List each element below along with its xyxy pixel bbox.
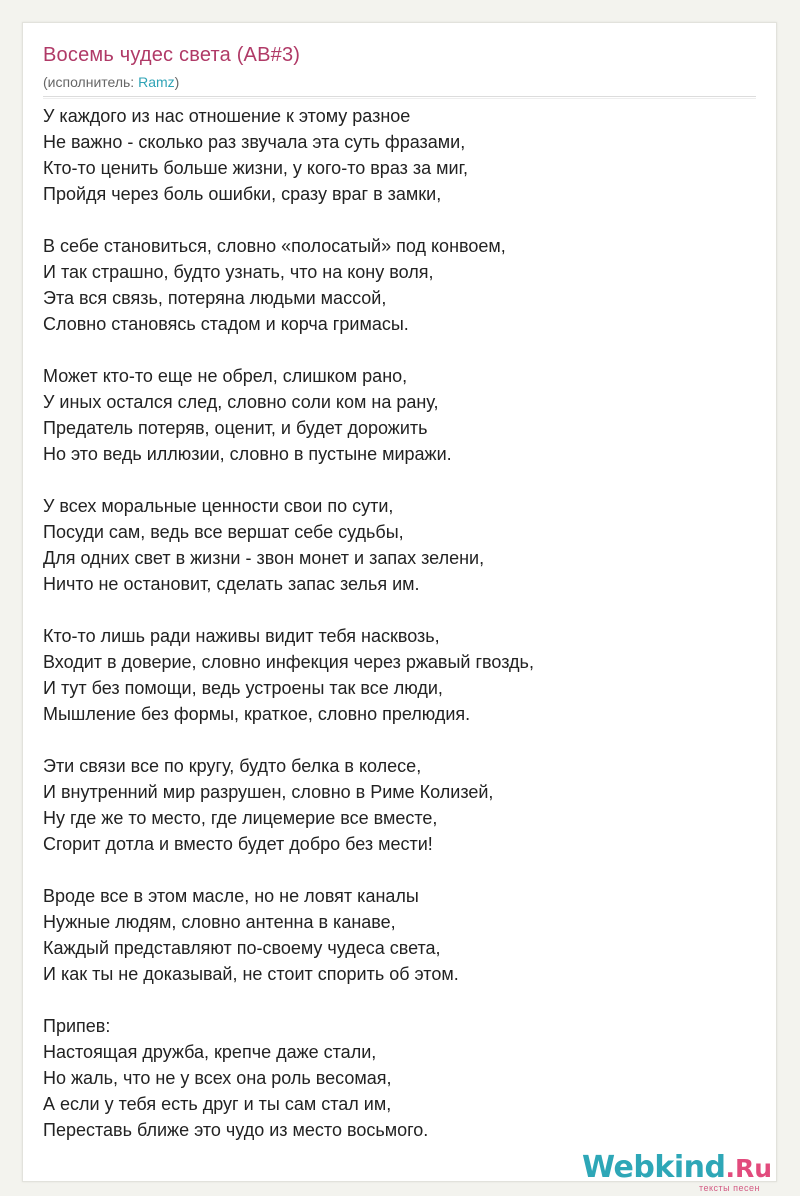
lyrics-line: Нужные людям, словно антенна в канаве, (43, 912, 396, 932)
lyrics-stanza (43, 363, 763, 467)
lyrics-stanza (43, 753, 763, 857)
lyrics-line: Ничто не остановит, сделать запас зелья им. (43, 574, 420, 594)
song-title: Восемь чудес света (AB#3) (43, 44, 301, 66)
lyrics-line: Посуди сам, ведь все вершат себе судьбы, (43, 522, 404, 542)
lyrics-line: Ну где же то место, где лицемерие все вместе, (43, 808, 438, 828)
lyrics-line: Каждый представляют по-своему чудеса света, (43, 938, 441, 958)
lyrics-line: Настоящая дружба, крепче даже стали, (43, 1042, 377, 1062)
lyrics-line: Переставь ближе это чудо из место восьмого. (43, 1120, 429, 1140)
lyrics-line: Сгорит дотла и вместо будет добро без мести! (43, 834, 433, 854)
artist-suffix: ) (174, 74, 180, 90)
brand-tld: .Ru (725, 1154, 772, 1183)
lyrics-line: И как ты не доказывай, не стоит спорить об этом. (43, 964, 459, 984)
lyrics-line: У каждого из нас отношение к этому разное (43, 106, 411, 126)
lyrics-line: Кто-то ценить больше жизни, у кого-то враз за миг, (43, 158, 468, 178)
lyrics-line: Входит в доверие, словно инфекция через ржавый гвоздь, (43, 652, 534, 672)
lyrics-stanza (43, 1013, 763, 1143)
lyrics-line: И тут без помощи, ведь устроены так все люди, (43, 678, 443, 698)
lyrics-line: Вроде все в этом масле, но не ловят каналы (43, 886, 419, 906)
lyrics-line: Словно становясь стадом и корча гримасы. (43, 314, 409, 334)
lyrics-stanza (43, 233, 763, 337)
lyrics-stanza (43, 883, 763, 987)
lyrics-stanza (43, 493, 763, 597)
artist-line (43, 74, 179, 90)
lyrics-line: У иных остался след, словно соли ком на рану, (43, 392, 439, 412)
brand-name: Webkind (582, 1150, 726, 1185)
lyrics-line: В себе становиться, словно «полосатый» под конвоем, (43, 236, 506, 256)
lyrics-line: Кто-то лишь ради наживы видит тебя насквозь, (43, 626, 440, 646)
lyrics-line: Мышление без формы, краткое, словно прелюдия. (43, 704, 471, 724)
brand-logo[interactable] (582, 1150, 772, 1185)
lyrics-body (43, 103, 763, 1169)
lyrics-line: Эти связи все по кругу, будто белка в колесе, (43, 756, 422, 776)
lyrics-line: Для одних свет в жизни - звон монет и запах зелени, (43, 548, 485, 568)
lyrics-line: Пройдя через боль ошибки, сразу враг в замки, (43, 184, 442, 204)
lyrics-stanza (43, 623, 763, 727)
lyrics-line: Эта вся связь, потеряна людьми массой, (43, 288, 387, 308)
lyrics-stanza (43, 103, 763, 207)
artist-prefix: (исполнитель: (43, 74, 139, 90)
lyrics-line: А если у тебя есть друг и ты сам стал им, (43, 1094, 392, 1114)
lyrics-line: У всех моральные ценности свои по сути, (43, 496, 394, 516)
brand-tagline: тексты песен (698, 1183, 760, 1193)
lyrics-line: И внутренний мир разрушен, словно в Риме Колизей, (43, 782, 494, 802)
lyrics-line: Не важно - сколько раз звучала эта суть фразами, (43, 132, 466, 152)
lyrics-line: И так страшно, будто узнать, что на кону воля, (43, 262, 434, 282)
lyrics-line: Предатель потеряв, оценит, и будет дорожить (43, 418, 428, 438)
lyrics-line: Припев: (43, 1016, 111, 1036)
lyrics-line: Но это ведь иллюзии, словно в пустыне миражи. (43, 444, 452, 464)
artist-link[interactable]: Ramz (138, 74, 175, 90)
title-divider (43, 96, 756, 97)
lyrics-line: Но жаль, что не у всех она роль весомая, (43, 1068, 392, 1088)
lyrics-line: Может кто-то еще не обрел, слишком рано, (43, 366, 408, 386)
